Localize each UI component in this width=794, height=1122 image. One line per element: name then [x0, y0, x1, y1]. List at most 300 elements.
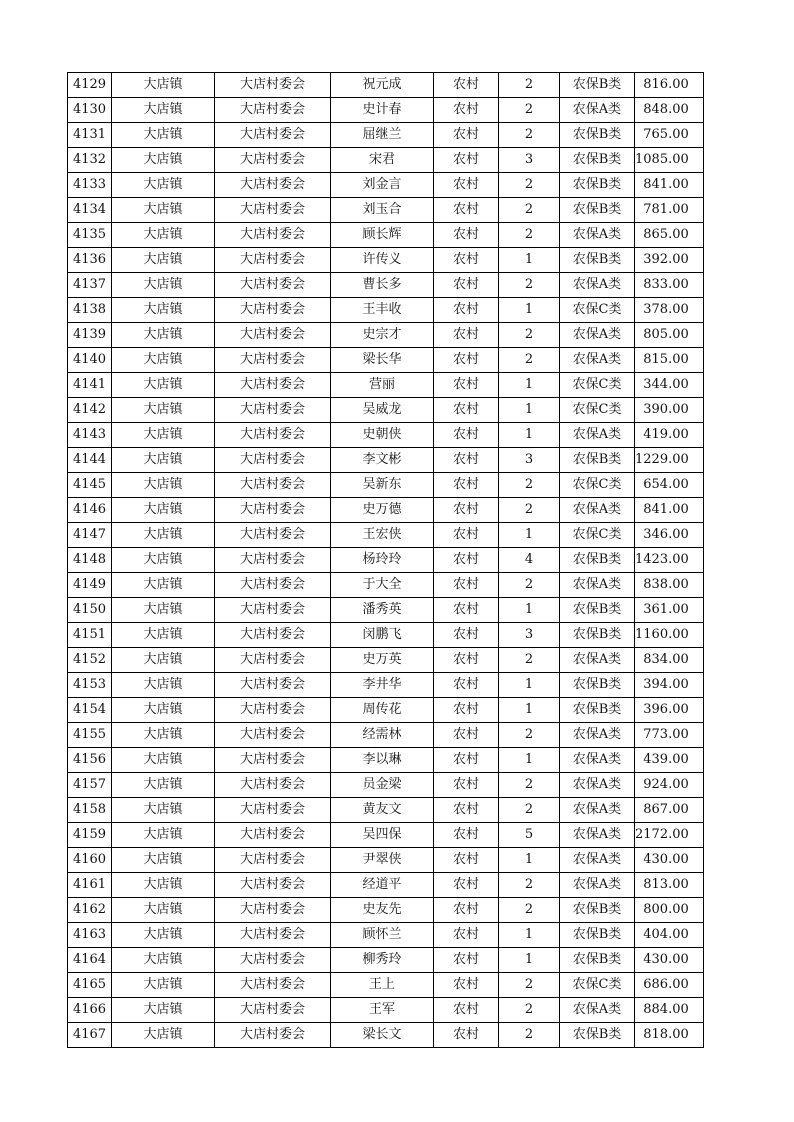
row-id-cell: 4149	[68, 573, 112, 598]
town-cell: 大店镇	[112, 748, 215, 773]
household-count-cell: 1	[499, 298, 560, 323]
insurance-category-cell: 农保B类	[560, 598, 635, 623]
table-row	[68, 448, 704, 473]
household-count-cell: 2	[499, 348, 560, 373]
area-type-cell: 农村	[434, 123, 499, 148]
amount-cell: 765.00	[635, 123, 704, 148]
village-cell: 大店村委会	[215, 998, 331, 1023]
table-row	[68, 298, 704, 323]
insurance-category-cell: 农保A类	[560, 848, 635, 873]
household-count-cell: 2	[499, 973, 560, 998]
table-row	[68, 898, 704, 923]
table-row	[68, 773, 704, 798]
town-cell: 大店镇	[112, 723, 215, 748]
town-cell: 大店镇	[112, 373, 215, 398]
area-type-cell: 农村	[434, 248, 499, 273]
village-cell: 大店村委会	[215, 523, 331, 548]
insurance-category-cell: 农保A类	[560, 773, 635, 798]
table-row	[68, 598, 704, 623]
village-cell: 大店村委会	[215, 98, 331, 123]
town-cell: 大店镇	[112, 823, 215, 848]
household-count-cell: 2	[499, 73, 560, 98]
town-cell: 大店镇	[112, 248, 215, 273]
table-row	[68, 973, 704, 998]
name-cell: 李文彬	[331, 448, 434, 473]
name-cell: 刘金言	[331, 173, 434, 198]
name-cell: 李井华	[331, 673, 434, 698]
amount-cell: 805.00	[635, 323, 704, 348]
village-cell: 大店村委会	[215, 623, 331, 648]
insurance-category-cell: 农保A类	[560, 98, 635, 123]
household-count-cell: 2	[499, 173, 560, 198]
household-count-cell: 1	[499, 373, 560, 398]
table-row	[68, 998, 704, 1023]
town-cell: 大店镇	[112, 873, 215, 898]
household-count-cell: 2	[499, 123, 560, 148]
row-id-cell: 4159	[68, 823, 112, 848]
insurance-category-cell: 农保A类	[560, 348, 635, 373]
amount-cell: 816.00	[635, 73, 704, 98]
table-row	[68, 948, 704, 973]
table-row	[68, 798, 704, 823]
area-type-cell: 农村	[434, 73, 499, 98]
village-cell: 大店村委会	[215, 398, 331, 423]
table-row	[68, 323, 704, 348]
household-count-cell: 2	[499, 223, 560, 248]
row-id-cell: 4132	[68, 148, 112, 173]
table-row	[68, 548, 704, 573]
row-id-cell: 4154	[68, 698, 112, 723]
household-count-cell: 3	[499, 148, 560, 173]
village-cell: 大店村委会	[215, 473, 331, 498]
town-cell: 大店镇	[112, 548, 215, 573]
insurance-category-cell: 农保B类	[560, 148, 635, 173]
village-cell: 大店村委会	[215, 723, 331, 748]
village-cell: 大店村委会	[215, 848, 331, 873]
area-type-cell: 农村	[434, 423, 499, 448]
area-type-cell: 农村	[434, 298, 499, 323]
town-cell: 大店镇	[112, 798, 215, 823]
row-id-cell: 4141	[68, 373, 112, 398]
household-count-cell: 1	[499, 923, 560, 948]
household-count-cell: 1	[499, 673, 560, 698]
area-type-cell: 农村	[434, 448, 499, 473]
area-type-cell: 农村	[434, 498, 499, 523]
household-count-cell: 1	[499, 848, 560, 873]
area-type-cell: 农村	[434, 523, 499, 548]
area-type-cell: 农村	[434, 373, 499, 398]
amount-cell: 1229.00	[635, 448, 704, 473]
insurance-category-cell: 农保A类	[560, 823, 635, 848]
row-id-cell: 4152	[68, 648, 112, 673]
town-cell: 大店镇	[112, 1023, 215, 1048]
name-cell: 屈继兰	[331, 123, 434, 148]
amount-cell: 815.00	[635, 348, 704, 373]
amount-cell: 834.00	[635, 648, 704, 673]
amount-cell: 813.00	[635, 873, 704, 898]
town-cell: 大店镇	[112, 348, 215, 373]
amount-cell: 419.00	[635, 423, 704, 448]
name-cell: 员金梁	[331, 773, 434, 798]
insurance-category-cell: 农保A类	[560, 498, 635, 523]
town-cell: 大店镇	[112, 148, 215, 173]
household-count-cell: 2	[499, 723, 560, 748]
name-cell: 祝元成	[331, 73, 434, 98]
town-cell: 大店镇	[112, 423, 215, 448]
area-type-cell: 农村	[434, 673, 499, 698]
row-id-cell: 4140	[68, 348, 112, 373]
row-id-cell: 4163	[68, 923, 112, 948]
area-type-cell: 农村	[434, 873, 499, 898]
name-cell: 闵鹏飞	[331, 623, 434, 648]
village-cell: 大店村委会	[215, 598, 331, 623]
name-cell: 周传花	[331, 698, 434, 723]
insurance-category-cell: 农保A类	[560, 273, 635, 298]
row-id-cell: 4160	[68, 848, 112, 873]
town-cell: 大店镇	[112, 273, 215, 298]
name-cell: 王宏侠	[331, 523, 434, 548]
amount-cell: 848.00	[635, 98, 704, 123]
name-cell: 史宗才	[331, 323, 434, 348]
table-row	[68, 823, 704, 848]
row-id-cell: 4148	[68, 548, 112, 573]
town-cell: 大店镇	[112, 98, 215, 123]
insurance-category-cell: 农保B类	[560, 623, 635, 648]
name-cell: 刘玉合	[331, 198, 434, 223]
area-type-cell: 农村	[434, 198, 499, 223]
household-count-cell: 1	[499, 698, 560, 723]
area-type-cell: 农村	[434, 223, 499, 248]
household-count-cell: 1	[499, 748, 560, 773]
name-cell: 黄友文	[331, 798, 434, 823]
village-cell: 大店村委会	[215, 273, 331, 298]
table-row	[68, 273, 704, 298]
row-id-cell: 4144	[68, 448, 112, 473]
household-count-cell: 2	[499, 198, 560, 223]
name-cell: 潘秀英	[331, 598, 434, 623]
name-cell: 史万德	[331, 498, 434, 523]
village-cell: 大店村委会	[215, 648, 331, 673]
household-count-cell: 1	[499, 598, 560, 623]
table-row	[68, 748, 704, 773]
area-type-cell: 农村	[434, 173, 499, 198]
name-cell: 史万英	[331, 648, 434, 673]
table-row	[68, 923, 704, 948]
area-type-cell: 农村	[434, 848, 499, 873]
row-id-cell: 4166	[68, 998, 112, 1023]
row-id-cell: 4151	[68, 623, 112, 648]
insurance-category-cell: 农保B类	[560, 548, 635, 573]
insurance-category-cell: 农保A类	[560, 798, 635, 823]
amount-cell: 833.00	[635, 273, 704, 298]
table-row	[68, 623, 704, 648]
beneficiary-table	[67, 72, 704, 1048]
insurance-category-cell: 农保C类	[560, 523, 635, 548]
row-id-cell: 4134	[68, 198, 112, 223]
town-cell: 大店镇	[112, 473, 215, 498]
area-type-cell: 农村	[434, 148, 499, 173]
amount-cell: 346.00	[635, 523, 704, 548]
name-cell: 王上	[331, 973, 434, 998]
household-count-cell: 1	[499, 398, 560, 423]
amount-cell: 392.00	[635, 248, 704, 273]
town-cell: 大店镇	[112, 673, 215, 698]
name-cell: 顾怀兰	[331, 923, 434, 948]
village-cell: 大店村委会	[215, 673, 331, 698]
amount-cell: 390.00	[635, 398, 704, 423]
village-cell: 大店村委会	[215, 798, 331, 823]
row-id-cell: 4143	[68, 423, 112, 448]
insurance-category-cell: 农保B类	[560, 698, 635, 723]
table-row	[68, 148, 704, 173]
amount-cell: 865.00	[635, 223, 704, 248]
amount-cell: 841.00	[635, 173, 704, 198]
table-row	[68, 673, 704, 698]
town-cell: 大店镇	[112, 973, 215, 998]
table-body	[68, 73, 704, 1048]
town-cell: 大店镇	[112, 773, 215, 798]
household-count-cell: 2	[499, 98, 560, 123]
name-cell: 营丽	[331, 373, 434, 398]
town-cell: 大店镇	[112, 73, 215, 98]
amount-cell: 654.00	[635, 473, 704, 498]
insurance-category-cell: 农保A类	[560, 998, 635, 1023]
area-type-cell: 农村	[434, 623, 499, 648]
name-cell: 史计春	[331, 98, 434, 123]
row-id-cell: 4165	[68, 973, 112, 998]
name-cell: 吴新东	[331, 473, 434, 498]
town-cell: 大店镇	[112, 198, 215, 223]
area-type-cell: 农村	[434, 398, 499, 423]
name-cell: 史朝侠	[331, 423, 434, 448]
village-cell: 大店村委会	[215, 548, 331, 573]
insurance-category-cell: 农保B类	[560, 198, 635, 223]
town-cell: 大店镇	[112, 848, 215, 873]
table-row	[68, 573, 704, 598]
insurance-category-cell: 农保B类	[560, 73, 635, 98]
household-count-cell: 2	[499, 323, 560, 348]
insurance-category-cell: 农保A类	[560, 423, 635, 448]
household-count-cell: 2	[499, 773, 560, 798]
area-type-cell: 农村	[434, 273, 499, 298]
table-row	[68, 873, 704, 898]
name-cell: 尹翠侠	[331, 848, 434, 873]
town-cell: 大店镇	[112, 298, 215, 323]
row-id-cell: 4133	[68, 173, 112, 198]
town-cell: 大店镇	[112, 173, 215, 198]
name-cell: 梁长华	[331, 348, 434, 373]
household-count-cell: 1	[499, 948, 560, 973]
area-type-cell: 农村	[434, 98, 499, 123]
amount-cell: 396.00	[635, 698, 704, 723]
town-cell: 大店镇	[112, 898, 215, 923]
area-type-cell: 农村	[434, 898, 499, 923]
town-cell: 大店镇	[112, 498, 215, 523]
town-cell: 大店镇	[112, 923, 215, 948]
table-row	[68, 523, 704, 548]
table-row	[68, 123, 704, 148]
area-type-cell: 农村	[434, 548, 499, 573]
area-type-cell: 农村	[434, 923, 499, 948]
name-cell: 史友先	[331, 898, 434, 923]
row-id-cell: 4147	[68, 523, 112, 548]
household-count-cell: 1	[499, 423, 560, 448]
table-row	[68, 373, 704, 398]
amount-cell: 430.00	[635, 848, 704, 873]
row-id-cell: 4129	[68, 73, 112, 98]
town-cell: 大店镇	[112, 123, 215, 148]
amount-cell: 430.00	[635, 948, 704, 973]
household-count-cell: 5	[499, 823, 560, 848]
amount-cell: 394.00	[635, 673, 704, 698]
name-cell: 经道平	[331, 873, 434, 898]
name-cell: 梁长文	[331, 1023, 434, 1048]
amount-cell: 841.00	[635, 498, 704, 523]
name-cell: 经需林	[331, 723, 434, 748]
amount-cell: 781.00	[635, 198, 704, 223]
table-row	[68, 398, 704, 423]
town-cell: 大店镇	[112, 698, 215, 723]
town-cell: 大店镇	[112, 623, 215, 648]
name-cell: 王丰收	[331, 298, 434, 323]
insurance-category-cell: 农保A类	[560, 873, 635, 898]
name-cell: 于大全	[331, 573, 434, 598]
village-cell: 大店村委会	[215, 823, 331, 848]
table-row	[68, 173, 704, 198]
row-id-cell: 4161	[68, 873, 112, 898]
village-cell: 大店村委会	[215, 373, 331, 398]
table-row	[68, 423, 704, 448]
household-count-cell: 2	[499, 873, 560, 898]
insurance-category-cell: 农保A类	[560, 223, 635, 248]
insurance-category-cell: 农保B类	[560, 923, 635, 948]
name-cell: 杨玲玲	[331, 548, 434, 573]
amount-cell: 1423.00	[635, 548, 704, 573]
insurance-category-cell: 农保C类	[560, 473, 635, 498]
table-row	[68, 473, 704, 498]
area-type-cell: 农村	[434, 998, 499, 1023]
town-cell: 大店镇	[112, 573, 215, 598]
name-cell: 吴威龙	[331, 398, 434, 423]
village-cell: 大店村委会	[215, 198, 331, 223]
area-type-cell: 农村	[434, 798, 499, 823]
area-type-cell: 农村	[434, 973, 499, 998]
row-id-cell: 4153	[68, 673, 112, 698]
row-id-cell: 4164	[68, 948, 112, 973]
table-row	[68, 498, 704, 523]
amount-cell: 404.00	[635, 923, 704, 948]
household-count-cell: 2	[499, 798, 560, 823]
amount-cell: 686.00	[635, 973, 704, 998]
insurance-category-cell: 农保B类	[560, 948, 635, 973]
amount-cell: 867.00	[635, 798, 704, 823]
row-id-cell: 4142	[68, 398, 112, 423]
household-count-cell: 2	[499, 573, 560, 598]
amount-cell: 773.00	[635, 723, 704, 748]
village-cell: 大店村委会	[215, 948, 331, 973]
insurance-category-cell: 农保A类	[560, 323, 635, 348]
village-cell: 大店村委会	[215, 498, 331, 523]
row-id-cell: 4150	[68, 598, 112, 623]
household-count-cell: 2	[499, 473, 560, 498]
village-cell: 大店村委会	[215, 248, 331, 273]
row-id-cell: 4158	[68, 798, 112, 823]
area-type-cell: 农村	[434, 948, 499, 973]
village-cell: 大店村委会	[215, 148, 331, 173]
area-type-cell: 农村	[434, 573, 499, 598]
name-cell: 王军	[331, 998, 434, 1023]
area-type-cell: 农村	[434, 598, 499, 623]
insurance-category-cell: 农保B类	[560, 898, 635, 923]
row-id-cell: 4167	[68, 1023, 112, 1048]
area-type-cell: 农村	[434, 473, 499, 498]
town-cell: 大店镇	[112, 948, 215, 973]
village-cell: 大店村委会	[215, 873, 331, 898]
row-id-cell: 4145	[68, 473, 112, 498]
insurance-category-cell: 农保B类	[560, 1023, 635, 1048]
table-row	[68, 223, 704, 248]
household-count-cell: 1	[499, 523, 560, 548]
insurance-category-cell: 农保C类	[560, 398, 635, 423]
amount-cell: 378.00	[635, 298, 704, 323]
amount-cell: 2172.00	[635, 823, 704, 848]
village-cell: 大店村委会	[215, 173, 331, 198]
name-cell: 许传义	[331, 248, 434, 273]
village-cell: 大店村委会	[215, 348, 331, 373]
amount-cell: 800.00	[635, 898, 704, 923]
table-row	[68, 723, 704, 748]
row-id-cell: 4137	[68, 273, 112, 298]
amount-cell: 924.00	[635, 773, 704, 798]
table-row	[68, 98, 704, 123]
household-count-cell: 3	[499, 623, 560, 648]
amount-cell: 361.00	[635, 598, 704, 623]
household-count-cell: 2	[499, 1023, 560, 1048]
row-id-cell: 4162	[68, 898, 112, 923]
amount-cell: 439.00	[635, 748, 704, 773]
table-row	[68, 648, 704, 673]
name-cell: 柳秀玲	[331, 948, 434, 973]
insurance-category-cell: 农保B类	[560, 123, 635, 148]
row-id-cell: 4157	[68, 773, 112, 798]
household-count-cell: 2	[499, 648, 560, 673]
row-id-cell: 4136	[68, 248, 112, 273]
household-count-cell: 1	[499, 248, 560, 273]
row-id-cell: 4131	[68, 123, 112, 148]
town-cell: 大店镇	[112, 523, 215, 548]
area-type-cell: 农村	[434, 748, 499, 773]
village-cell: 大店村委会	[215, 423, 331, 448]
area-type-cell: 农村	[434, 323, 499, 348]
insurance-category-cell: 农保A类	[560, 723, 635, 748]
village-cell: 大店村委会	[215, 1023, 331, 1048]
row-id-cell: 4130	[68, 98, 112, 123]
insurance-category-cell: 农保C类	[560, 973, 635, 998]
town-cell: 大店镇	[112, 223, 215, 248]
insurance-category-cell: 农保A类	[560, 648, 635, 673]
table-row	[68, 198, 704, 223]
village-cell: 大店村委会	[215, 323, 331, 348]
area-type-cell: 农村	[434, 648, 499, 673]
name-cell: 宋君	[331, 148, 434, 173]
village-cell: 大店村委会	[215, 573, 331, 598]
insurance-category-cell: 农保B类	[560, 173, 635, 198]
town-cell: 大店镇	[112, 448, 215, 473]
area-type-cell: 农村	[434, 773, 499, 798]
village-cell: 大店村委会	[215, 448, 331, 473]
village-cell: 大店村委会	[215, 923, 331, 948]
name-cell: 吴四保	[331, 823, 434, 848]
